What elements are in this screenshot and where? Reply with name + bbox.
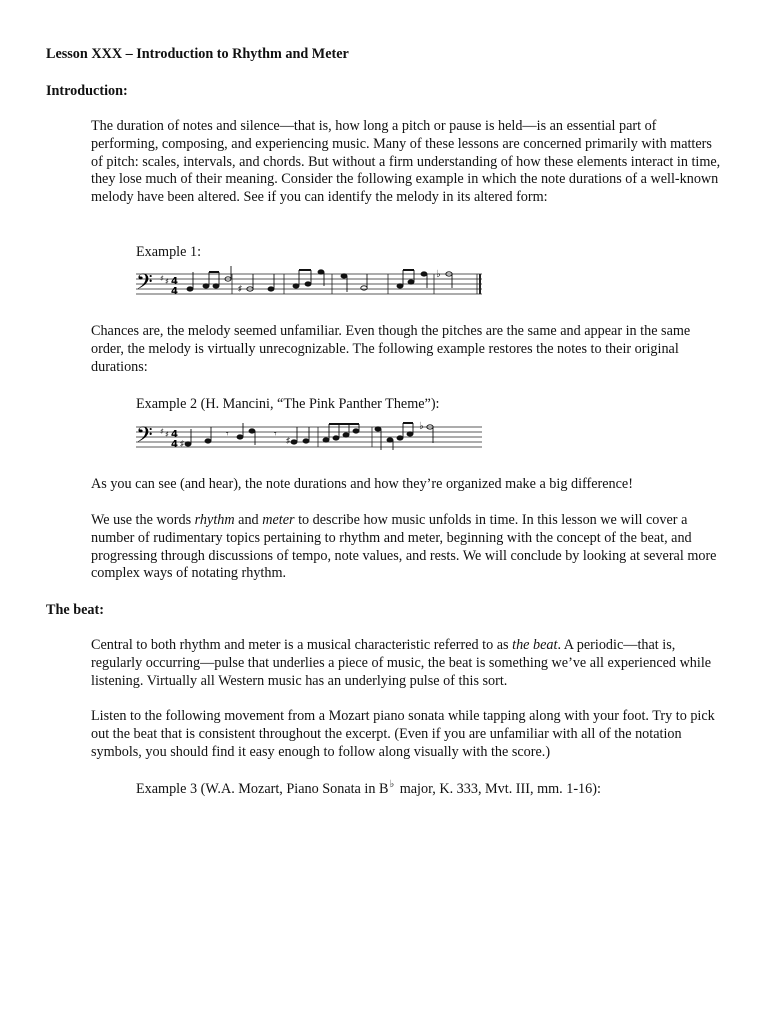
svg-text:♯: ♯ bbox=[180, 439, 184, 448]
introduction-paragraph-1: The duration of notes and silence—that is, how long a pitch or pause is held—is an essential part of performing, composing, and experiencing music. Many of these lessons are concerned primarily with matters of pitch: scales, intervals, and chords. But without a firm understanding of how these elements interact in time, they lose much of their meaning. Consider the following example in which the note durations of a well-known melody have been altered. See if you can identify the melody in its altered form: bbox=[91, 118, 721, 206]
bass-clef-icon: 𝄢 bbox=[136, 270, 153, 300]
beat-paragraph-1 bbox=[91, 637, 721, 690]
example-3-text-1: Example 3 (W.A. Mozart, Piano Sonata in B bbox=[136, 781, 389, 797]
introduction-heading: Introduction: bbox=[46, 83, 128, 99]
example-3-label bbox=[136, 779, 601, 798]
lesson-title: Lesson XXX – Introduction to Rhythm and Meter bbox=[46, 46, 349, 62]
key-signature-sharp-icon: ♯ bbox=[160, 274, 164, 283]
example-3-text-2: major, K. 333, Mvt. III, mm. 1-16): bbox=[396, 781, 601, 797]
term-meter: meter bbox=[262, 512, 295, 528]
p4-text-1: We use the words bbox=[91, 512, 195, 528]
svg-text:♯: ♯ bbox=[286, 436, 290, 445]
example-1-label: Example 1: bbox=[136, 244, 202, 260]
term-rhythm: rhythm bbox=[194, 512, 235, 528]
beat-heading: The beat: bbox=[46, 602, 104, 618]
flat-icon: ♭ bbox=[389, 779, 395, 790]
time-signature-bottom: 4 bbox=[171, 286, 178, 297]
svg-text:𝄾: 𝄾 bbox=[274, 429, 277, 440]
beat-p1-text-1: Central to both rhythm and meter is a musical characteristic referred to as bbox=[91, 637, 513, 653]
svg-text:♭: ♭ bbox=[436, 269, 441, 280]
svg-text:𝄾: 𝄾 bbox=[226, 429, 229, 440]
beat-p1-text-2: . A periodic—that is, regularly occurring—pulse that underlies a piece of music, the beat is something we’ve all experienced while listening. Virtually all Western music has an underlying pulse of this sort. bbox=[91, 637, 712, 689]
bass-clef-icon-2: 𝄢 bbox=[136, 423, 153, 453]
term-the-beat: the beat bbox=[512, 637, 558, 653]
key-signature-sharp-icon-4: ♯ bbox=[165, 430, 169, 439]
introduction-paragraph-4 bbox=[91, 512, 721, 583]
time-signature-top: 4 bbox=[171, 276, 178, 287]
svg-text:♯: ♯ bbox=[238, 284, 242, 293]
time-signature-bottom-2: 4 bbox=[171, 439, 178, 450]
p4-text-2: and bbox=[234, 512, 263, 528]
key-signature-sharp-icon-3: ♯ bbox=[160, 427, 164, 436]
beat-paragraph-2: Listen to the following movement from a Mozart piano sonata while tapping along with your foot. Try to pick out the beat that is consistent throughout the excerpt. (Even if you are unfamiliar with all of the notation symbols, you should find it easy enough to follow along visually with the score.) bbox=[91, 708, 715, 760]
introduction-paragraph-2: Chances are, the melody seemed unfamiliar. Even though the pitches are the same and appear in the same order, the melody is virtually unrecognizable. The following example restores the notes to their original durations: bbox=[91, 323, 691, 375]
p4-text-3: to describe how music unfolds in time. In this lesson we will cover a number of rudimentary topics pertaining to rhythm and meter, beginning with the concept of the beat, and progressing through discussions of tempo, note values, and rests. We will conclude by looking at several more complex ways of notating rhythm. bbox=[91, 512, 717, 582]
svg-text:♭: ♭ bbox=[419, 421, 424, 432]
example-1-staff bbox=[134, 266, 484, 300]
time-signature-top-2: 4 bbox=[171, 429, 178, 440]
key-signature-sharp-icon-2: ♯ bbox=[165, 277, 169, 286]
introduction-paragraph-3: As you can see (and hear), the note durations and how they’re organized make a big difference! bbox=[91, 476, 633, 492]
example-2-label: Example 2 (H. Mancini, “The Pink Panther Theme”): bbox=[136, 396, 440, 412]
example-2-staff bbox=[134, 419, 484, 453]
